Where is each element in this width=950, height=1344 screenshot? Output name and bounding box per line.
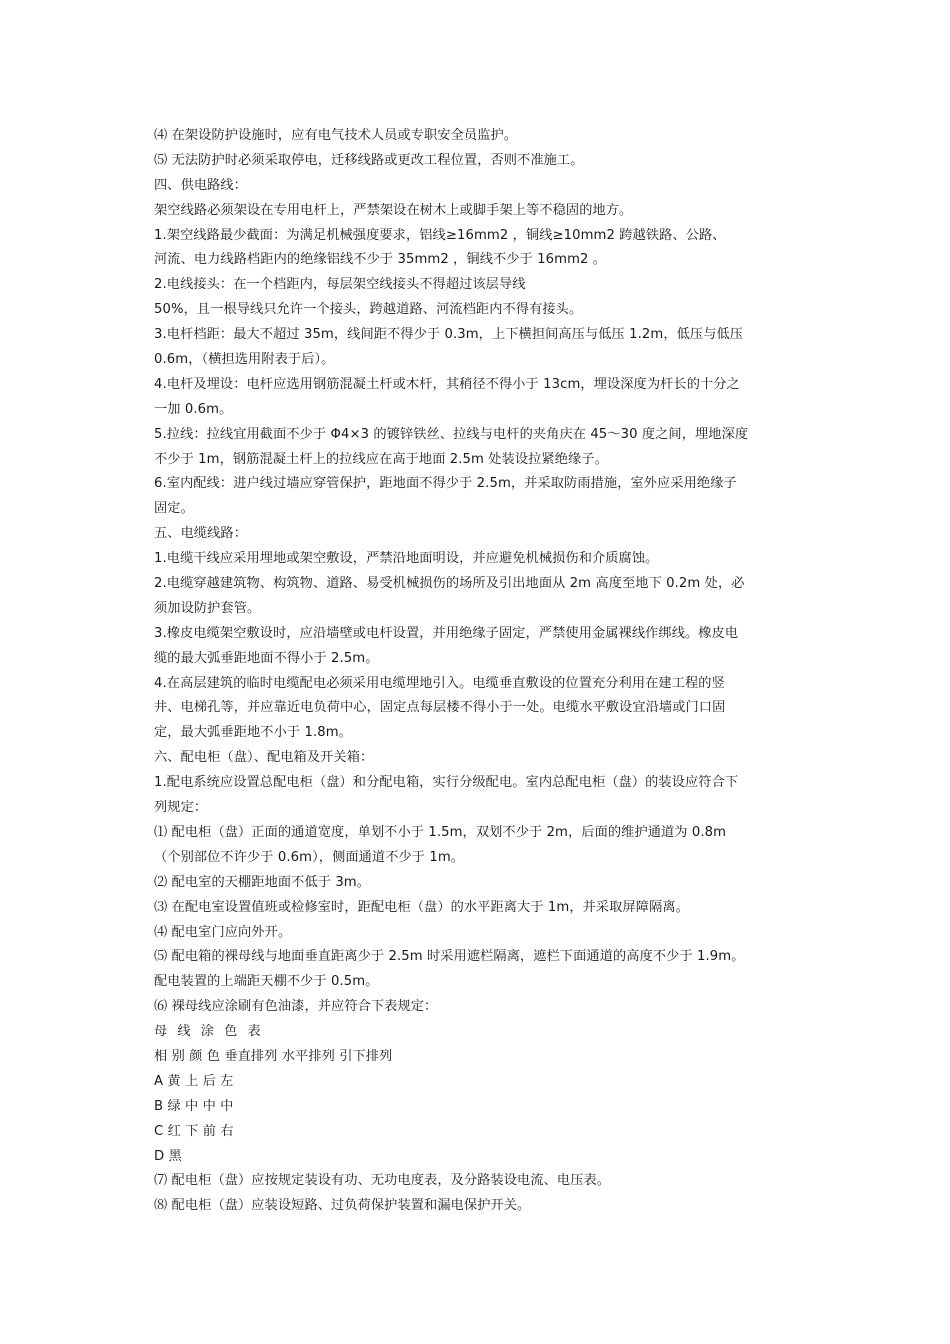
text-line: 1.架空线路最少截面：为满足机械强度要求，铝线≥16mm2 ，铜线≥10mm2 跨越铁路、公路、 — [154, 227, 726, 243]
table-title: 母 线 涂 色 表 — [154, 1024, 264, 1040]
text-line: ⑵ 配电室的天棚距地面不低于 3m。 — [154, 874, 371, 890]
text-line: ⑸ 无法防护时必须采取停电，迁移线路或更改工程位置，否则不准施工。 — [154, 152, 584, 168]
text-line: 列规定： — [154, 800, 208, 816]
text-line: ⑷ 在架设防护设施时，应有电气技术人员或专职安全员监护。 — [154, 128, 518, 143]
text-line: 4.电杆及埋设：电杆应选用钢筋混凝土杆或木杆，其稍径不得小于 13cm，埋设深度为杆长的十分之 — [154, 376, 740, 392]
text-line: 须加设防护套管。 — [154, 600, 261, 616]
text-line: 一加 0.6m。 — [154, 401, 233, 417]
table-row: C 红 下 前 右 — [154, 1123, 234, 1139]
document-body — [154, 124, 802, 1219]
text-line: 架空线路必须架设在专用电杆上，严禁架设在树木上或脚手架上等不稳固的地方。 — [154, 202, 633, 218]
text-line: ⑷ 配电室门应向外开。 — [154, 924, 292, 940]
text-line: 4.在高层建筑的临时电缆配电必须采用电缆埋地引入。电缆垂直敷设的位置充分利用在建工程的竖 — [154, 675, 725, 691]
text-line: 固定。 — [154, 501, 194, 517]
text-line: 0.6m，（横担选用附表于后）。 — [154, 352, 335, 368]
text-line: 1.电缆干线应采用埋地或架空敷设，严禁沿地面明设，并应避免机械损伤和介质腐蚀。 — [154, 551, 659, 567]
text-line: （个别部位不许少于 0.6m），侧面通道不少于 1m。 — [154, 849, 465, 865]
text-line: 3.橡皮电缆架空敷设时，应沿墙壁或电杆设置，并用绝缘子固定，严禁使用金属裸线作绑线。橡皮电 — [154, 625, 739, 641]
text-line: 不少于 1m，钢筋混凝土杆上的拉线应在高于地面 2.5m 处装设拉紧绝缘子。 — [154, 451, 608, 467]
text-line: 1.配电系统应设置总配电柜（盘）和分配电箱，实行分级配电。室内总配电柜（盘）的装设应符合下 — [154, 775, 739, 791]
text-line: ⑻ 配电柜（盘）应装设短路、过负荷保护装置和漏电保护开关。 — [154, 1198, 531, 1214]
text-line: 定，最大弧垂距地不小于 1.8m。 — [154, 725, 352, 741]
text-line: 5.拉线：拉线宜用截面不少于 Φ4×3 的镀锌铁丝、拉线与电杆的夹角庆在 45～30 度之间，埋地深度 — [154, 426, 749, 442]
table-header-row: 相 别 颜 色 垂直排列 水平排列 引下排列 — [154, 1048, 393, 1064]
text-line: 2.电线接头：在一个档距内，每层架空线接头不得超过该层导线 — [154, 277, 526, 293]
text-line: ⑸ 配电箱的裸母线与地面垂直距离少于 2.5m 时采用遮栏隔离，遮栏下面通道的高度不少于 1.9m。 — [154, 949, 745, 965]
text-line: ⑶ 在配电室设置值班或检修室时，距配电柜（盘）的水平距离大于 1m，并采取屏障隔离。 — [154, 899, 689, 915]
section-heading: 五、电缆线路： — [154, 526, 248, 542]
table-row: A 黄 上 后 左 — [154, 1073, 234, 1089]
text-line: ⑺ 配电柜（盘）应按规定装设有功、无功电度表，及分路装设电流、电压表。 — [154, 1173, 611, 1189]
table-row: D 黑 — [154, 1148, 182, 1164]
text-line: 3.电杆档距：最大不超过 35m，线间距不得少于 0.3m，上下横担间高压与低压 1.2m，低压与低压 — [154, 327, 744, 343]
text-line: ⑴ 配电柜（盘）正面的通道宽度，单划不小于 1.5m，双划不少于 2m，后面的维护通道为 0.8m — [154, 824, 727, 840]
table-row: B 绿 中 中 中 — [154, 1098, 234, 1114]
text-line: 6.室内配线：进户线过墙应穿管保护，距地面不得少于 2.5m，并采取防雨措施，室外应采用绝缘子 — [154, 476, 737, 492]
text-line: 配电装置的上端距天棚不少于 0.5m。 — [154, 974, 379, 990]
text-line: 50%，且一根导线只允许一个接头，跨越道路、河流档距内不得有接头。 — [154, 302, 583, 318]
text-line: 井、电梯孔等，并应靠近电负荷中心，固定点每层楼不得小于一处。电缆水平敷设宜沿墙或门口固 — [154, 700, 726, 716]
text-line: 河流、电力线路档距内的绝缘铝线不少于 35mm2 ，铜线不少于 16mm2 。 — [154, 252, 607, 268]
section-heading: 六、配电柜（盘）、配电箱及开关箱： — [154, 750, 374, 766]
text-line: ⑹ 裸母线应涂刷有色油漆，并应符合下表规定： — [154, 999, 438, 1015]
text-line: 缆的最大弧垂距地面不得小于 2.5m。 — [154, 650, 379, 666]
section-heading: 四、供电路线： — [154, 177, 248, 193]
text-line: 2.电缆穿越建筑物、构筑物、道路、易受机械损伤的场所及引出地面从 2m 高度至地下 0.2m 处，必 — [154, 576, 745, 592]
